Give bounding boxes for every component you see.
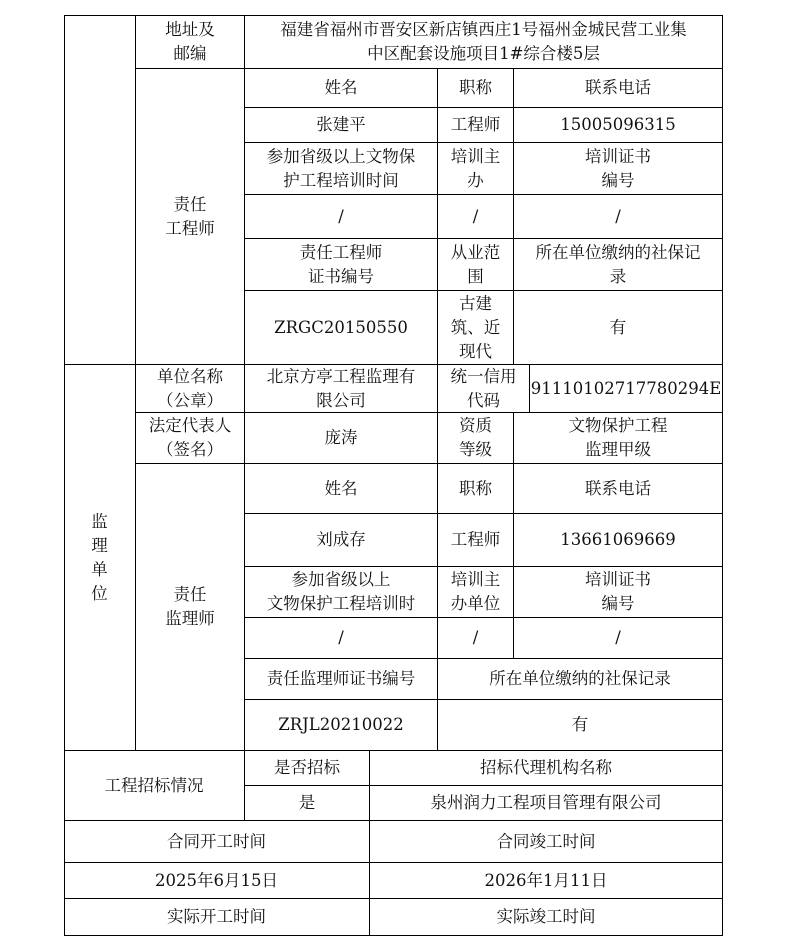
contract-end: 2026年1月11日 bbox=[370, 863, 723, 899]
de-header-name: 姓名 bbox=[245, 69, 438, 108]
se-header-title: 职称 bbox=[438, 464, 514, 514]
de-training-cert: / bbox=[514, 195, 723, 239]
legal-rep-label: 法定代表人 （签名） bbox=[136, 413, 245, 464]
agency-label: 招标代理机构名称 bbox=[370, 751, 723, 786]
se-cert-no-label: 责任监理师证书编号 bbox=[245, 659, 438, 700]
se-title: 工程师 bbox=[438, 514, 514, 567]
de-training-organizer-label: 培训主 办 bbox=[438, 143, 514, 195]
de-phone: 15005096315 bbox=[514, 108, 723, 143]
se-insurance-label: 所在单位缴纳的社保记录 bbox=[438, 659, 723, 700]
se-training-cert-label: 培训证书 编号 bbox=[514, 567, 723, 618]
is-bid: 是 bbox=[245, 786, 370, 821]
address-value: 福建省福州市晋安区新店镇西庄1号福州金城民营工业集 中区配套设施项目1#综合楼5层 bbox=[245, 15, 723, 69]
de-training-organizer: / bbox=[438, 195, 514, 239]
design-engineer-label: 责任 工程师 bbox=[136, 69, 245, 365]
unit-name: 北京方亭工程监理有 限公司 bbox=[245, 365, 438, 413]
is-bid-label: 是否招标 bbox=[245, 751, 370, 786]
legal-rep: 庞涛 bbox=[245, 413, 438, 464]
contract-start: 2025年6月15日 bbox=[64, 863, 370, 899]
agency: 泉州润力工程项目管理有限公司 bbox=[370, 786, 723, 821]
supervision-engineer-label: 责任 监理师 bbox=[136, 464, 245, 751]
se-training-time-label: 参加省级以上 文物保护工程培训时 bbox=[245, 567, 438, 618]
address-label: 地址及 邮编 bbox=[136, 15, 245, 69]
credit-code: 91110102717780294E bbox=[530, 365, 723, 413]
unit-name-label: 单位名称 （公章） bbox=[136, 365, 245, 413]
se-training-organizer-label: 培训主 办单位 bbox=[438, 567, 514, 618]
de-cert-no-label: 责任工程师 证书编号 bbox=[245, 239, 438, 291]
de-scope-label: 从业范 围 bbox=[438, 239, 514, 291]
se-phone: 13661069669 bbox=[514, 514, 723, 567]
de-cert-no: ZRGC20150550 bbox=[245, 291, 438, 365]
se-training-organizer: / bbox=[438, 618, 514, 659]
se-header-phone: 联系电话 bbox=[514, 464, 723, 514]
se-training-time: / bbox=[245, 618, 438, 659]
se-name: 刘成存 bbox=[245, 514, 438, 567]
de-training-time: / bbox=[245, 195, 438, 239]
de-header-phone: 联系电话 bbox=[514, 69, 723, 108]
de-training-cert-label: 培训证书 编号 bbox=[514, 143, 723, 195]
de-name: 张建平 bbox=[245, 108, 438, 143]
se-cert-no: ZRJL20210022 bbox=[245, 700, 438, 751]
de-title: 工程师 bbox=[438, 108, 514, 143]
de-header-title: 职称 bbox=[438, 69, 514, 108]
credit-code-label: 统一信用 代码 bbox=[438, 365, 530, 413]
de-insurance: 有 bbox=[514, 291, 723, 365]
de-training-time-label: 参加省级以上文物保 护工程培训时间 bbox=[245, 143, 438, 195]
bidding-label: 工程招标情况 bbox=[64, 751, 245, 821]
contract-start-label: 合同开工时间 bbox=[64, 821, 370, 863]
de-insurance-label: 所在单位缴纳的社保记 录 bbox=[514, 239, 723, 291]
actual-end-label: 实际竣工时间 bbox=[370, 899, 723, 936]
qualification-label: 资质 等级 bbox=[438, 413, 514, 464]
qualification: 文物保护工程 监理甲级 bbox=[514, 413, 723, 464]
se-header-name: 姓名 bbox=[245, 464, 438, 514]
supervision-section-label: 监 理 单 位 bbox=[64, 365, 136, 751]
de-scope: 古建 筑、近 现代 bbox=[438, 291, 514, 365]
blank-cell-top bbox=[64, 15, 136, 365]
se-training-cert: / bbox=[514, 618, 723, 659]
se-insurance: 有 bbox=[438, 700, 723, 751]
actual-start-label: 实际开工时间 bbox=[64, 899, 370, 936]
contract-end-label: 合同竣工时间 bbox=[370, 821, 723, 863]
